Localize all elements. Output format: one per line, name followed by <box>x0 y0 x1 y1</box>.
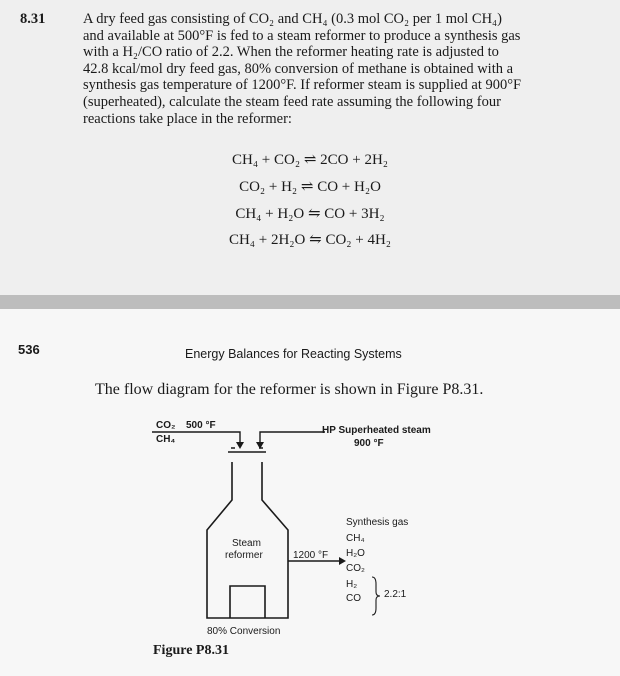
steam-temp-label: 900 °F <box>354 438 384 449</box>
problem-line: 42.8 kcal/mol dry feed gas, 80% conversion of methane is obtained with a <box>83 60 514 77</box>
feed-arrow-icon <box>236 442 244 449</box>
running-head: Energy Balances for Reacting Systems <box>185 347 402 361</box>
problem-line: reactions take place in the reformer: <box>83 110 292 127</box>
product-ch4: CH₄ <box>346 533 365 544</box>
figure-caption: Figure P8.31 <box>153 643 229 658</box>
feed-ch4-label: CH₄ <box>156 434 176 445</box>
steam-stream-line <box>260 432 325 446</box>
product-co2: CO₂ <box>346 563 365 574</box>
steam-label: HP Superheated steam <box>322 425 431 436</box>
reaction-1: CH₄ + CO₂ ⇌ 2CO + 2H₂ <box>231 152 389 168</box>
problem-line: A dry feed gas consisting of CO₂ and CH₄ (0.3 mol CO₂ per 1 mol CH₄) <box>83 11 502 27</box>
product-co: CO <box>346 593 361 604</box>
reformer-label-line1: Steam <box>232 538 261 549</box>
reaction-2: CO₂ + H₂ ⇌ CO + H₂O <box>239 179 381 195</box>
problem-line: synthesis gas temperature of 1200°F. If reformer steam is supplied at 900°F <box>83 77 522 94</box>
synthesis-gas-label: Synthesis gas <box>346 517 409 528</box>
problem-line: and available at 500°F is fed to a steam reformer to produce a synthesis gas <box>83 27 521 44</box>
feed-co2-label: CO₂ <box>156 420 176 431</box>
reformer-label-line2: reformer <box>225 550 263 561</box>
reaction-4: CH₄ + 2H₂O ⇋ CO₂ + 4H₂ <box>228 232 392 248</box>
product-h2o: H₂O <box>346 548 365 559</box>
h2-co-ratio-label: 2.2:1 <box>384 589 407 600</box>
page-number: 536 <box>18 342 40 357</box>
problem-number: 8.31 <box>20 11 46 27</box>
problem-line: (superheated), calculate the steam feed rate assuming the following four <box>83 93 501 110</box>
problem-line: with a H₂/CO ratio of 2.2. When the reformer heating rate is adjusted to <box>83 44 499 61</box>
conversion-label: 80% Conversion <box>207 626 281 637</box>
product-h2: H₂ <box>346 579 358 590</box>
ratio-brace-icon <box>372 577 380 615</box>
reaction-3: CH₄ + H₂O ⇋ CO + 3H₂ <box>235 206 385 222</box>
outlet-arrow-icon <box>339 557 346 565</box>
feed-temp-label: 500 °F <box>186 420 216 431</box>
reformer-vessel <box>207 448 342 618</box>
flow-diagram-intro: The flow diagram for the reformer is shown in Figure P8.31. <box>95 381 484 398</box>
outlet-temp-label: 1200 °F <box>293 550 329 561</box>
